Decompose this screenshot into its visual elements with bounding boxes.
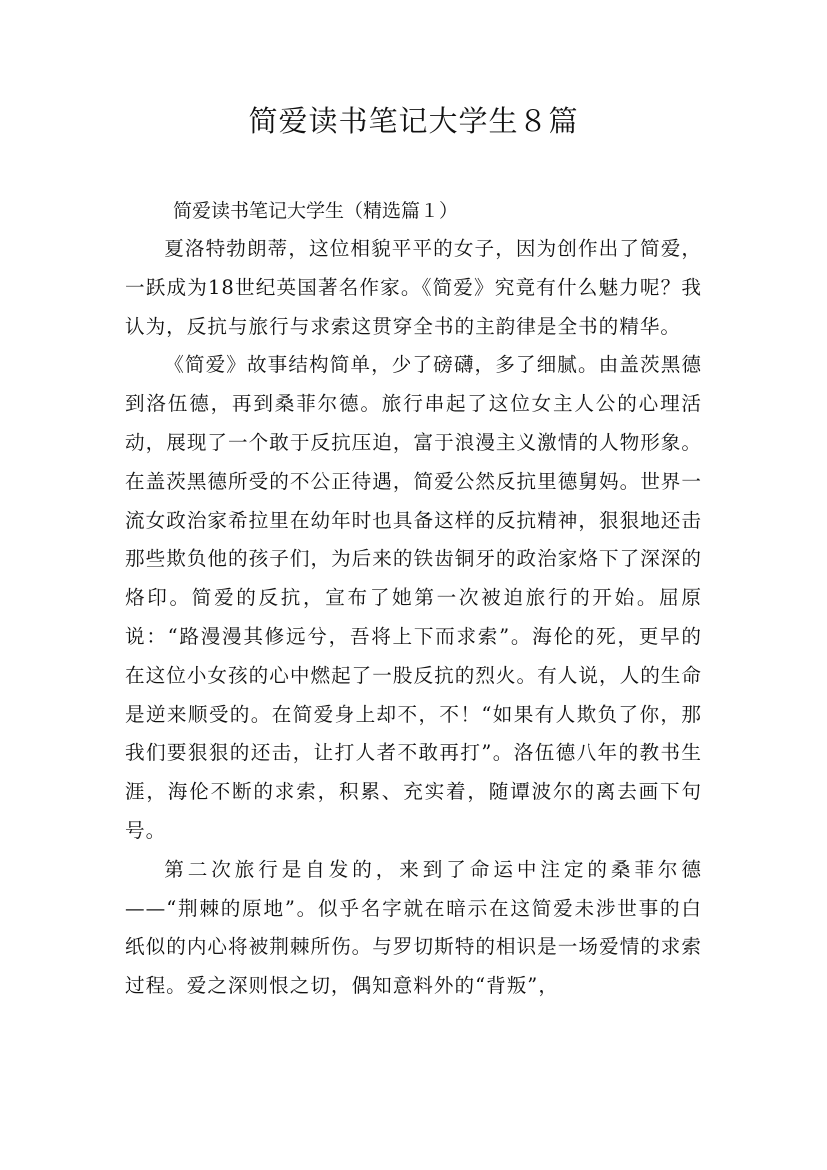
paragraph-2: 《简爱》故事结构简单，少了磅礴，多了细腻。由盖茨黑德到洛伍德，再到桑菲尔德。旅行串起了这位女主人公的心理活动，展现了一个敢于反抗压迫，富于浪漫主义激情的人物形象。在盖茨黑德所受的不公正待遇，简爱公然反抗里德舅妈。世界一流女政治家希拉里在幼年时也具备这样的反抗精神，狠狠地还击那些欺负他的孩子们，为后来的铁齿铜牙的政治家烙下了深深的烙印。简爱的反抗，宣布了她第一次被迫旅行的开始。屈原说：“路漫漫其修远兮，吾将上下而求索”。海伦的死，更早的在这位小女孩的心中燃起了一股反抗的烈火。有人说，人的生命是逆来顺受的。在简爱身上却不，不！“如果有人欺负了你，那我们要狠狠的还击，让打人者不敢再打”。洛伍德八年的教书生涯，海伦不断的求索，积累、充实着，随谭波尔的离去画下句号。	[125, 353, 702, 842]
document-body	[125, 192, 702, 1006]
paragraph-1: 夏洛特勃朗蒂，这位相貌平平的女子，因为创作出了简爱，一跃成为18世纪英国著名作家。《简爱》究竟有什么魅力呢？我认为，反抗与旅行与求索这贯穿全书的主韵律是全书的精华。	[125, 237, 702, 338]
paragraph-3: 第二次旅行是自发的，来到了命运中注定的桑菲尔德——“荆棘的原地”。似乎名字就在暗示在这简爱未涉世事的白纸似的内心将被荆棘所伤。与罗切斯特的相识是一场爱情的求索过程。爱之深则恨之切，偶知意料外的“背叛”，	[125, 857, 702, 998]
section-subheading: 简爱读书笔记大学生（精选篇１）	[173, 200, 459, 222]
document-title: 简爱读书笔记大学生８篇	[248, 104, 579, 138]
